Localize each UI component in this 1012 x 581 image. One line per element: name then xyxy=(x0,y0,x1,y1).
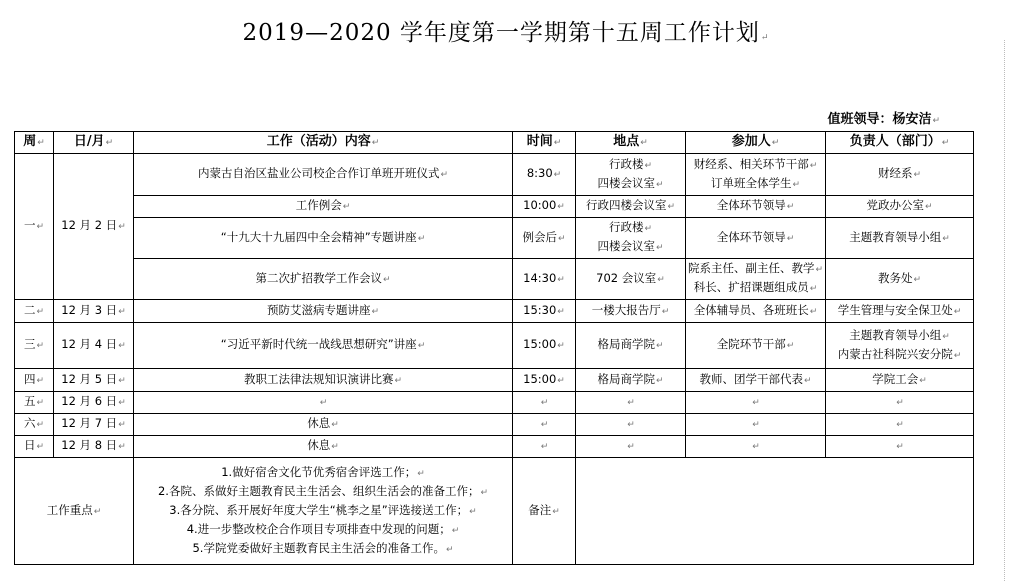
table-row xyxy=(15,259,974,300)
owner-cell: ↵ xyxy=(826,414,974,436)
content-cell: “十九大十九届四中全会精神”专题讲座↵ xyxy=(134,218,513,259)
content-cell: 教职工法律法规知识演讲比赛↵ xyxy=(134,369,513,392)
date-cell: 12 月 8 日↵ xyxy=(54,436,134,458)
attendees-cell: ↵ xyxy=(686,414,826,436)
place-cell: 格局商学院↵ xyxy=(576,323,686,369)
time-cell: 15:00↵ xyxy=(513,369,576,392)
table-row xyxy=(15,414,974,436)
attendees-cell: 全体辅导员、各班班长↵ xyxy=(686,300,826,323)
page-title: 2019—2020 学年度第一学期第十五周工作计划↵ xyxy=(242,20,770,46)
attendees-cell: 教师、团学干部代表↵ xyxy=(686,369,826,392)
owner-cell: ↵ xyxy=(826,436,974,458)
content-cell: ↵ xyxy=(134,392,513,414)
place-cell: 702 会议室↵ xyxy=(576,259,686,300)
focus-label: 工作重点↵ xyxy=(15,458,134,565)
focus-list: 1.做好宿舍文化节优秀宿舍评选工作；↵ 2.各院、系做好主题教育民主生活会、组织生活会的准备工作；↵ 3.各分院、系开展好年度大学生“桃李之星”评选接送工作；↵ 4.进一步整改校企合作项目专项排查中发现的问题；↵ 5.学院党委做好主题教育民主生活会的准备工作。↵ xyxy=(134,458,513,565)
content-cell: 工作例会↵ xyxy=(134,196,513,218)
owner-cell: 财经系↵ xyxy=(826,154,974,196)
date-cell: 12 月 2 日↵ xyxy=(54,154,134,300)
place-cell: 行政楼↵ 四楼会议室↵ xyxy=(576,218,686,259)
table-row xyxy=(15,369,974,392)
week-day-cell: 三↵ xyxy=(15,323,54,369)
date-cell: 12 月 7 日↵ xyxy=(54,414,134,436)
time-cell: 15:00↵ xyxy=(513,323,576,369)
owner-cell: 党政办公室↵ xyxy=(826,196,974,218)
time-cell: 15:30↵ xyxy=(513,300,576,323)
date-cell: 12 月 3 日↵ xyxy=(54,300,134,323)
content-cell: 第二次扩招教学工作会议↵ xyxy=(134,259,513,300)
note-cell xyxy=(576,458,974,565)
header-owner: 负责人（部门）↵ xyxy=(826,132,974,154)
time-cell: ↵ xyxy=(513,392,576,414)
week-day-cell: 一↵ xyxy=(15,154,54,300)
focus-row xyxy=(15,458,974,565)
owner-cell: 教务处↵ xyxy=(826,259,974,300)
place-cell: 行政楼↵ 四楼会议室↵ xyxy=(576,154,686,196)
header-date: 日/月↵ xyxy=(54,132,134,154)
place-cell: ↵ xyxy=(576,392,686,414)
place-cell: 格局商学院↵ xyxy=(576,369,686,392)
owner-cell: 主题教育领导小组↵ 内蒙古社科院兴安分院↵ xyxy=(826,323,974,369)
place-cell: 行政四楼会议室↵ xyxy=(576,196,686,218)
time-cell: 8:30↵ xyxy=(513,154,576,196)
owner-cell: ↵ xyxy=(826,392,974,414)
content-cell: 休息↵ xyxy=(134,414,513,436)
place-cell: ↵ xyxy=(576,414,686,436)
attendees-cell: 财经系、相关环节干部↵ 订单班全体学生↵ xyxy=(686,154,826,196)
week-day-cell: 二↵ xyxy=(15,300,54,323)
duty-leader: 值班领导：杨安洁↵ xyxy=(827,112,940,127)
header-week: 周↵ xyxy=(15,132,54,154)
work-plan-table xyxy=(14,131,974,565)
header-time: 时间↵ xyxy=(513,132,576,154)
owner-cell: 学生管理与安全保卫处↵ xyxy=(826,300,974,323)
table-row xyxy=(15,392,974,414)
attendees-cell: 院系主任、副主任、教学↵ 科长、扩招课题组成员↵ xyxy=(686,259,826,300)
content-cell: 休息↵ xyxy=(134,436,513,458)
date-cell: 12 月 6 日↵ xyxy=(54,392,134,414)
header-place: 地点↵ xyxy=(576,132,686,154)
owner-cell: 主题教育领导小组↵ xyxy=(826,218,974,259)
week-day-cell: 四↵ xyxy=(15,369,54,392)
header-row xyxy=(15,132,974,154)
content-cell: 预防艾滋病专题讲座↵ xyxy=(134,300,513,323)
content-cell: “习近平新时代统一战线思想研究”讲座↵ xyxy=(134,323,513,369)
attendees-cell: 全体环节领导↵ xyxy=(686,196,826,218)
place-cell: ↵ xyxy=(576,436,686,458)
note-label: 备注↵ xyxy=(513,458,576,565)
time-cell: ↵ xyxy=(513,414,576,436)
date-cell: 12 月 4 日↵ xyxy=(54,323,134,369)
owner-cell: 学院工会↵ xyxy=(826,369,974,392)
header-content: 工作（活动）内容↵ xyxy=(134,132,513,154)
attendees-cell: 全院环节干部↵ xyxy=(686,323,826,369)
time-cell: 例会后↵ xyxy=(513,218,576,259)
time-cell: 10:00↵ xyxy=(513,196,576,218)
week-day-cell: 六↵ xyxy=(15,414,54,436)
attendees-cell: ↵ xyxy=(686,392,826,414)
week-day-cell: 日↵ xyxy=(15,436,54,458)
time-cell: ↵ xyxy=(513,436,576,458)
table-row xyxy=(15,154,974,196)
week-day-cell: 五↵ xyxy=(15,392,54,414)
header-attendees: 参加人↵ xyxy=(686,132,826,154)
attendees-cell: 全体环节领导↵ xyxy=(686,218,826,259)
margin-guide-line xyxy=(1004,40,1005,581)
table-row xyxy=(15,323,974,369)
table-row xyxy=(15,218,974,259)
date-cell: 12 月 5 日↵ xyxy=(54,369,134,392)
content-cell: 内蒙古自治区盐业公司校企合作订单班开班仪式↵ xyxy=(134,154,513,196)
place-cell: 一楼大报告厅↵ xyxy=(576,300,686,323)
table-row xyxy=(15,436,974,458)
time-cell: 14:30↵ xyxy=(513,259,576,300)
table-row xyxy=(15,196,974,218)
table-row xyxy=(15,300,974,323)
attendees-cell: ↵ xyxy=(686,436,826,458)
